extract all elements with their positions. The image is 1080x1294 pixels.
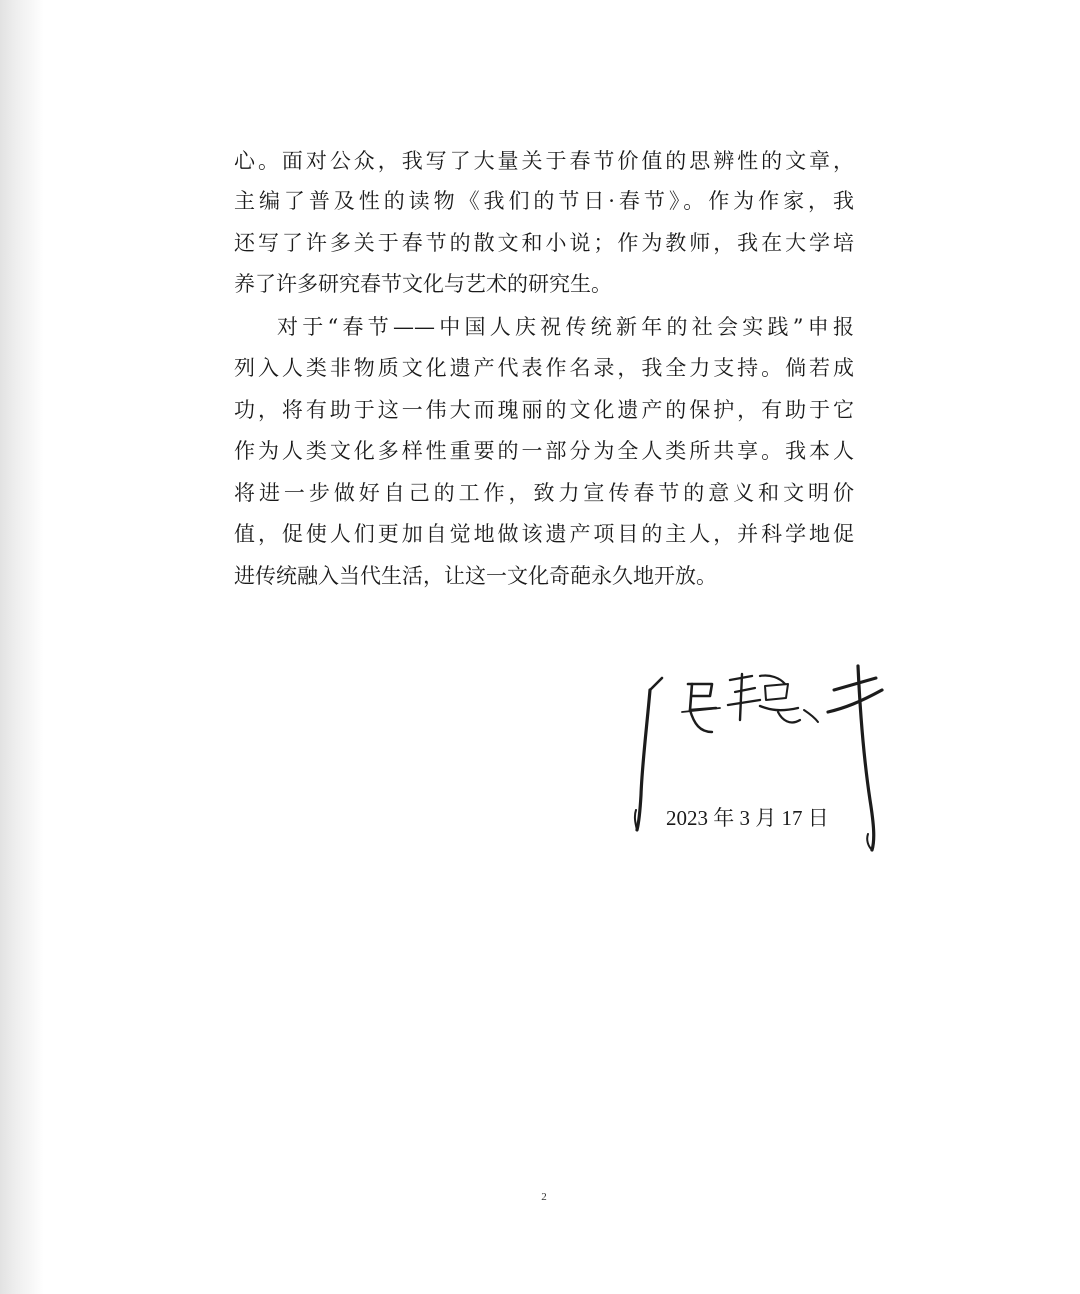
text-line: 将进一步做好自己的工作，致力宣传春节的意义和文明价 <box>234 481 854 505</box>
text-line: 主编了普及性的读物《我们的节日·春节》。作为作家，我 <box>234 189 854 213</box>
text-line: 值，促使人们更加自觉地做该遗产项目的主人，并科学地促 <box>234 522 854 546</box>
svg-text:冯骥才: 冯骥才 <box>620 650 623 651</box>
letter-date: 2023 年 3 月 17 日 <box>666 806 829 830</box>
text-line: 功，将有助于这一伟大而瑰丽的文化遗产的保护，有助于它 <box>234 398 854 422</box>
text-line: 还写了许多关于春节的散文和小说；作为教师，我在大学培 <box>234 231 854 255</box>
text-line: 对于“春节——中国人庆祝传统新年的社会实践”申报 <box>277 315 854 339</box>
page-number: 2 <box>541 1191 547 1203</box>
text-line: 养了许多研究春节文化与艺术的研究生。 <box>234 272 612 296</box>
text-line: 进传统融入当代生活，让这一文化奇葩永久地开放。 <box>234 564 717 588</box>
text-line: 列入人类非物质文化遗产代表作名录，我全力支持。倘若成 <box>234 356 854 380</box>
text-line: 作为人类文化多样性重要的一部分为全人类所共享。我本人 <box>234 439 854 463</box>
text-line: 心。面对公众，我写了大量关于春节价值的思辨性的文章， <box>234 149 854 173</box>
